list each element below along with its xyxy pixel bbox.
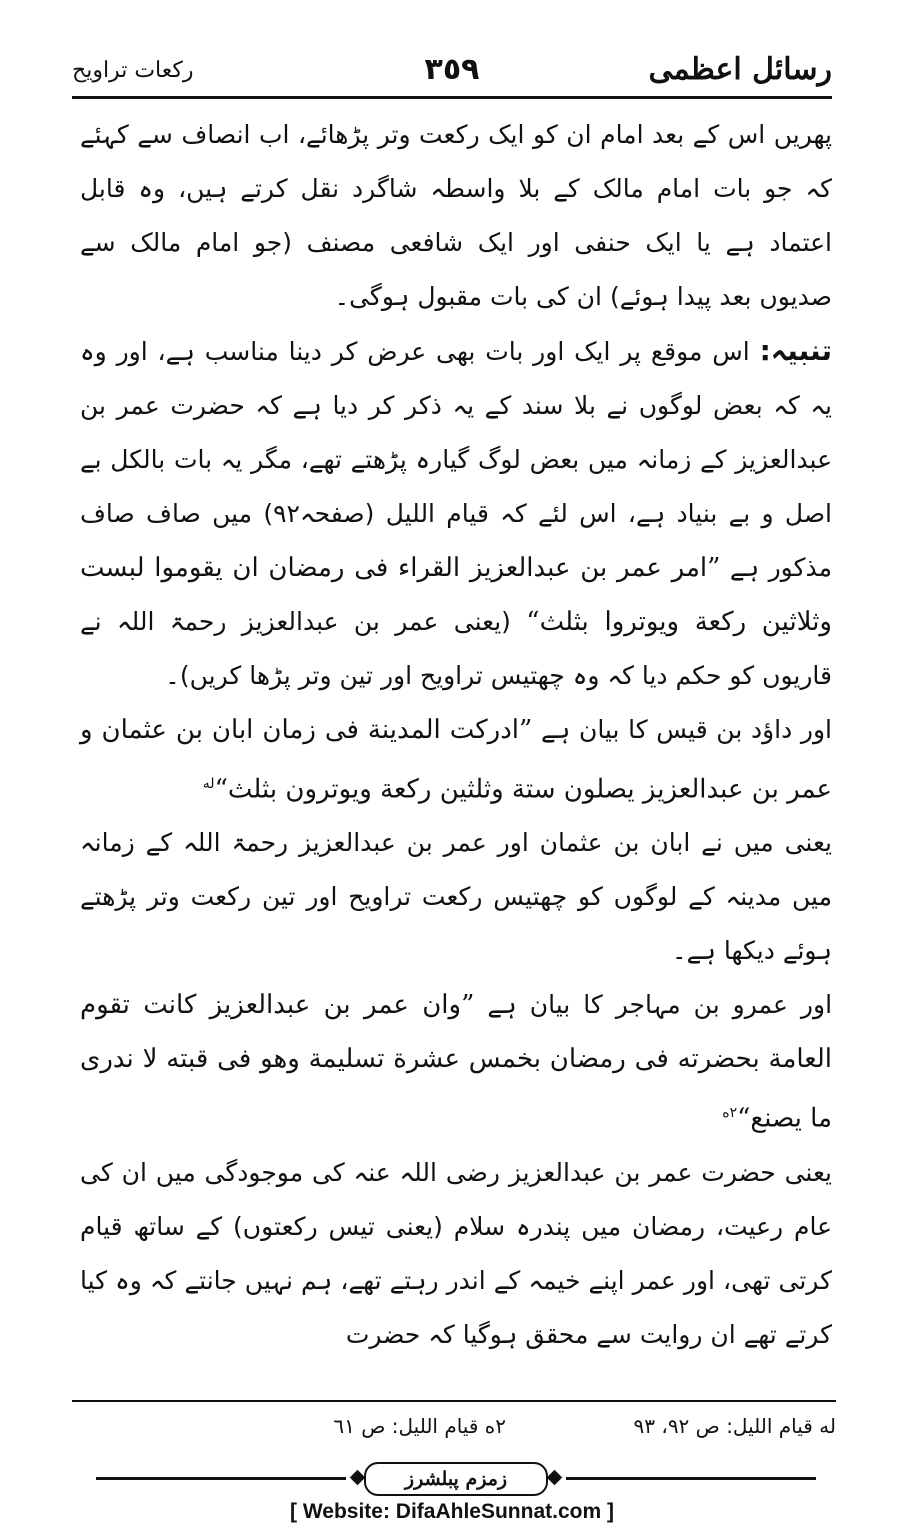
footnotes	[72, 1408, 836, 1448]
footnote-1: له قیام اللیل: ص ۹۲، ۹۳	[633, 1414, 836, 1438]
website-watermark[interactable]: [ Website: DifaAhleSunnat.com ]	[290, 1500, 614, 1523]
ornament-diamond-icon	[547, 1470, 563, 1486]
arabic-quote-1: ”امر عمر بن عبدالعزیز القراء فی رمضان ان یقوموا لبست وثلاثین رکعة ویوتروا بثلث“	[80, 553, 832, 637]
header-rule	[72, 96, 832, 99]
paragraph-1: پھریں اس کے بعد امام ان کو ایک رکعت وتر پڑھائے، اب انصاف سے کہئے کہ جو بات امام مالک کے بلا واسطہ شاگرد نقل کرتے ہیں، وہ قابل اعتماد ہے یا ایک حنفی اور ایک شافعی مصنف (جو امام مالک سے صدیوں بعد پیدا ہوئے) ان کی بات مقبول ہوگی۔	[80, 120, 832, 311]
paragraph-3: اور داؤد بن قیس کا بیان ہے ”ادرکت المدینة فی زمان ابان بن عثمان و عمر بن عبدالعزیز یصلون ستة وثلثین رکعة ویوترون بثلث“$^{له}$	[80, 715, 832, 805]
chapter-title: رکعات تراویح	[72, 58, 194, 83]
footnote-2: ٢ه قیام اللیل: ص ٦١	[333, 1414, 506, 1438]
ornament-diamond-icon	[350, 1470, 366, 1486]
footnote-rule	[72, 1400, 836, 1402]
page-number: ٣٥٩	[424, 52, 480, 87]
arabic-quote-2: ”ادرکت المدینة فی زمان ابان بن عثمان و عمر بن عبدالعزیز یصلون ستة وثلثین رکعة ویوترون بثلث“	[80, 715, 832, 805]
ornament-line-right	[566, 1477, 816, 1480]
book-title: رسائل اعظمی	[648, 52, 832, 87]
body-text	[80, 108, 832, 1362]
paragraph-note: تنبیہ: اس موقع پر ایک اور بات بھی عرض کر دینا مناسب ہے، اور وہ یہ کہ بعض لوگوں نے بلا سند کے یہ ذکر کر دیا ہے کہ حضرت عمر بن عبدالعزیز کے زمانہ میں بعض لوگ گیارہ پڑھتے تھے، مگر یہ بات بالکل بے اصل و بے بنیاد ہے، اس لئے کہ قیام اللیل (صفحہ۹۲) میں صاف صاف مذکور ہے ”امر عمر بن عبدالعزیز القراء فی رمضان ان یقوموا لبست وثلاثین رکعة ویوتروا بثلث“ (یعنی عمر بن عبدالعزیز رحمۃ اللہ نے قاریوں کو حکم دیا کہ وہ چھتیس تراویح اور تین وتر پڑھا کریں)۔	[80, 334, 832, 690]
paragraph-4: یعنی میں نے ابان بن عثمان اور عمر بن عبدالعزیز رحمۃ اللہ کے زمانہ میں مدینہ کے لوگوں کو چھتیس رکعت تراویح اور تین رکعت وتر پڑھتے ہوئے دیکھا ہے۔	[80, 828, 832, 966]
arabic-quote-3: ”وان عمر بن عبدالعزیز کانت تقوم العامة بحضرته فی رمضان بخمس عشرة تسلیمة وهو فی قبته لا ندری ما یصنع“	[80, 990, 832, 1134]
note-label: تنبیہ:	[759, 334, 832, 367]
paragraph-5: اور عمرو بن مہاجر کا بیان ہے ”وان عمر بن عبدالعزیز کانت تقوم العامة بحضرته فی رمضان بخمس عشرة تسلیمة وهو فی قبته لا ندری ما یصنع“$^{٢ه}$	[80, 990, 833, 1134]
ornament-line-left	[96, 1477, 346, 1480]
footnote-mark-1: له	[202, 776, 215, 792]
publisher-name: زمزم پبلشرز	[364, 1462, 548, 1496]
footnote-mark-2: ٢ه	[722, 1105, 738, 1122]
publisher-ornament	[96, 1462, 816, 1496]
page-header	[72, 52, 832, 96]
paragraph-6: یعنی حضرت عمر بن عبدالعزیز رضی اللہ عنہ کی موجودگی میں ان کی عام رعیت، رمضان میں پندرہ سلام (یعنی تیس رکعتوں) کے ساتھ قیام کرتی تھی، اور عمر اپنے خیمہ کے اندر رہتے تھے، ہم نہیں جانتے کہ وہ کیا کرتے تھے ان روایت سے محقق ہوگیا کہ حضرت	[80, 1157, 832, 1349]
